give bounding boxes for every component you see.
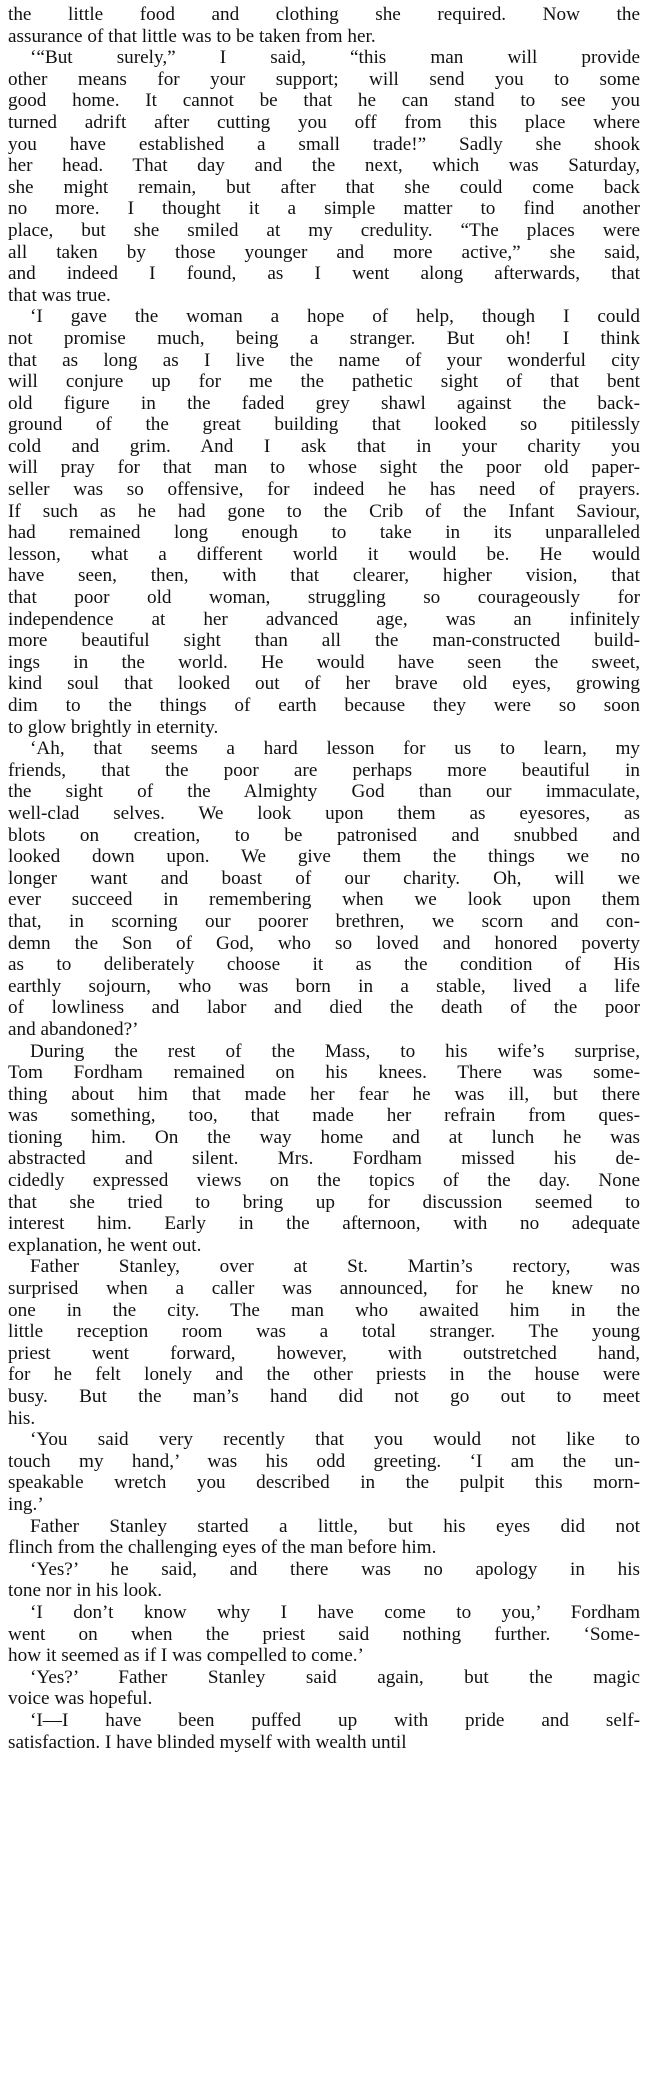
text-line: his. <box>8 1407 36 1429</box>
text-line: abstracted and silent. Mrs. Fordham missed his de- <box>8 1148 640 1170</box>
text-line: her head. That day and the next, which was Saturday, <box>8 155 640 177</box>
text-line: ‘I don’t know why I have come to you,’ Fordham <box>30 1601 640 1623</box>
text-line: have seen, then, with that clearer, higher vision, that <box>8 565 640 587</box>
text-line: ‘Yes?’ Father Stanley said again, but the magic <box>30 1666 640 1688</box>
text-line: cidedly expressed views on the topics of the day. None <box>8 1170 640 1192</box>
text-line: If such as he had gone to the Crib of the Infant Saviour, <box>8 500 640 522</box>
text-line: no more. I thought it a simple matter to find another <box>8 198 640 220</box>
text-line: old figure in the faded grey shawl against the back- <box>8 392 640 414</box>
text-line: ‘“But surely,” I said, “this man will provide <box>30 47 640 69</box>
text-line: that was true. <box>8 284 111 306</box>
paragraph <box>8 1602 640 1667</box>
paragraph <box>8 1559 640 1602</box>
text-line: interest him. Early in the afternoon, with no adequate <box>8 1213 640 1235</box>
text-line: not promise much, being a stranger. But oh! I think <box>8 327 640 349</box>
text-line: touch my hand,’ was his odd greeting. ‘I am the un- <box>8 1450 640 1472</box>
paragraph <box>8 1256 640 1429</box>
text-line: that as long as I live the name of your wonderful city <box>8 349 640 371</box>
text-line: how it seemed as if I was compelled to come.’ <box>8 1645 364 1667</box>
text-line: and abandoned?’ <box>8 1018 139 1040</box>
text-line: explanation, he went out. <box>8 1234 202 1256</box>
text-line: flinch from the challenging eyes of the man before him. <box>8 1537 437 1559</box>
text-line: independence at her advanced age, was an infinitely <box>8 608 640 630</box>
text-line: looked down upon. We give them the things we no <box>8 846 640 868</box>
text-line: was something, too, that made her refrain from ques- <box>8 1105 640 1127</box>
text-line: that poor old woman, struggling so courageously for <box>8 587 640 609</box>
text-line: surprised when a caller was announced, for he knew no <box>8 1278 640 1300</box>
text-line: ‘I gave the woman a hope of help, though I could <box>30 306 640 328</box>
text-line: dim to the things of earth because they were so soon <box>8 695 640 716</box>
text-line: as to deliberately choose it as the condition of His <box>8 954 640 976</box>
text-line: lesson, what a different world it would be. He would <box>8 543 640 565</box>
text-line: satisfaction. I have blinded myself with wealth until <box>8 1731 407 1753</box>
text-line: assurance of that little was to be taken from her. <box>8 25 376 47</box>
text-line: more beautiful sight than all the man-constructed build- <box>8 630 640 652</box>
paragraph <box>8 738 640 1040</box>
text-line: had remained long enough to take in its unparalleled <box>8 522 640 544</box>
text-line: turned adrift after cutting you off from this place where <box>8 111 640 133</box>
text-line: good home. It cannot be that he can stand to see you <box>8 90 640 112</box>
text-line: you have established a small trade!” Sadly she shook <box>8 133 640 155</box>
text-line: will conjure up for me the pathetic sight of that bent <box>8 371 640 393</box>
text-line: ‘You said very recently that you would not like to <box>30 1429 640 1451</box>
text-line: the sight of the Almighty God than our immaculate, <box>8 781 640 803</box>
text-line: went on when the priest said nothing further. ‘Some- <box>8 1623 640 1645</box>
text-line: ‘Ah, that seems a hard lesson for us to learn, my <box>30 738 640 760</box>
text-line: During the rest of the Mass, to his wife’s surprise, <box>30 1040 640 1062</box>
text-line: earthly sojourn, who was born in a stable, lived a life <box>8 975 640 997</box>
text-line: cold and grim. And I ask that in your charity you <box>8 435 640 457</box>
text-line: the little food and clothing she required. Now the <box>8 4 640 25</box>
text-line: she might remain, but after that she could come back <box>8 176 640 198</box>
text-line: thing about him that made her fear he was ill, but there <box>8 1083 640 1105</box>
text-line: little reception room was a total stranger. The young <box>8 1321 640 1343</box>
text-line: and indeed I found, as I went along afterwards, that <box>8 263 640 285</box>
paragraph <box>8 1429 640 1515</box>
paragraph <box>8 1041 640 1257</box>
paragraph <box>8 1710 640 1753</box>
text-line: ‘I—I have been puffed up with pride and self- <box>30 1709 640 1731</box>
text-line: all taken by those younger and more active,” she said, <box>8 241 640 263</box>
text-line: tioning him. On the way home and at lunch he was <box>8 1126 640 1148</box>
text-line: ‘Yes?’ he said, and there was no apology in his <box>30 1558 640 1580</box>
paragraph <box>8 1667 640 1710</box>
text-line: priest went forward, however, with outstretched hand, <box>8 1342 640 1364</box>
text-line: demn the Son of God, who so loved and honored poverty <box>8 932 640 954</box>
text-line: for he felt lonely and the other priests in the house were <box>8 1364 640 1386</box>
text-line: blots on creation, to be patronised and snubbed and <box>8 824 640 846</box>
paragraph <box>8 306 640 738</box>
text-line: ever succeed in remembering when we look upon them <box>8 889 640 911</box>
text-line: seller was so offensive, for indeed he has need of prayers. <box>8 479 640 501</box>
text-line: ing.’ <box>8 1493 44 1515</box>
text-line: ings in the world. He would have seen the sweet, <box>8 651 640 673</box>
text-line: speakable wretch you described in the pulpit this morn- <box>8 1472 640 1494</box>
paragraph <box>8 47 640 306</box>
text-line: Father Stanley started a little, but his eyes did not <box>30 1515 640 1537</box>
text-line: ground of the great building that looked so pitilessly <box>8 414 640 436</box>
text-line: Tom Fordham remained on his knees. There was some- <box>8 1062 640 1084</box>
text-line: voice was hopeful. <box>8 1688 153 1710</box>
text-line: that, in scorning our poorer brethren, we scorn and con- <box>8 910 640 932</box>
text-line: place, but she smiled at my credulity. “The places were <box>8 219 640 241</box>
text-line: friends, that the poor are perhaps more beautiful in <box>8 759 640 781</box>
text-line: kind soul that looked out of her brave old eyes, growing <box>8 673 640 695</box>
text-line: busy. But the man’s hand did not go out to meet <box>8 1386 640 1407</box>
text-line: one in the city. The man who awaited him in the <box>8 1299 640 1321</box>
text-line: other means for your support; will send you to some <box>8 68 640 90</box>
text-column <box>8 4 640 1753</box>
text-line: will pray for that man to whose sight the poor old paper- <box>8 457 640 479</box>
text-line: Father Stanley, over at St. Martin’s rectory, was <box>30 1256 640 1278</box>
paragraph <box>8 4 640 47</box>
text-line: of lowliness and labor and died the death of the poor <box>8 997 640 1019</box>
paragraph <box>8 1516 640 1559</box>
text-line: tone nor in his look. <box>8 1580 163 1602</box>
text-line: well-clad selves. We look upon them as eyesores, as <box>8 802 640 824</box>
text-line: that she tried to bring up for discussion seemed to <box>8 1191 640 1213</box>
text-line: to glow brightly in eternity. <box>8 716 219 738</box>
text-line: longer want and boast of our charity. Oh, will we <box>8 867 640 889</box>
